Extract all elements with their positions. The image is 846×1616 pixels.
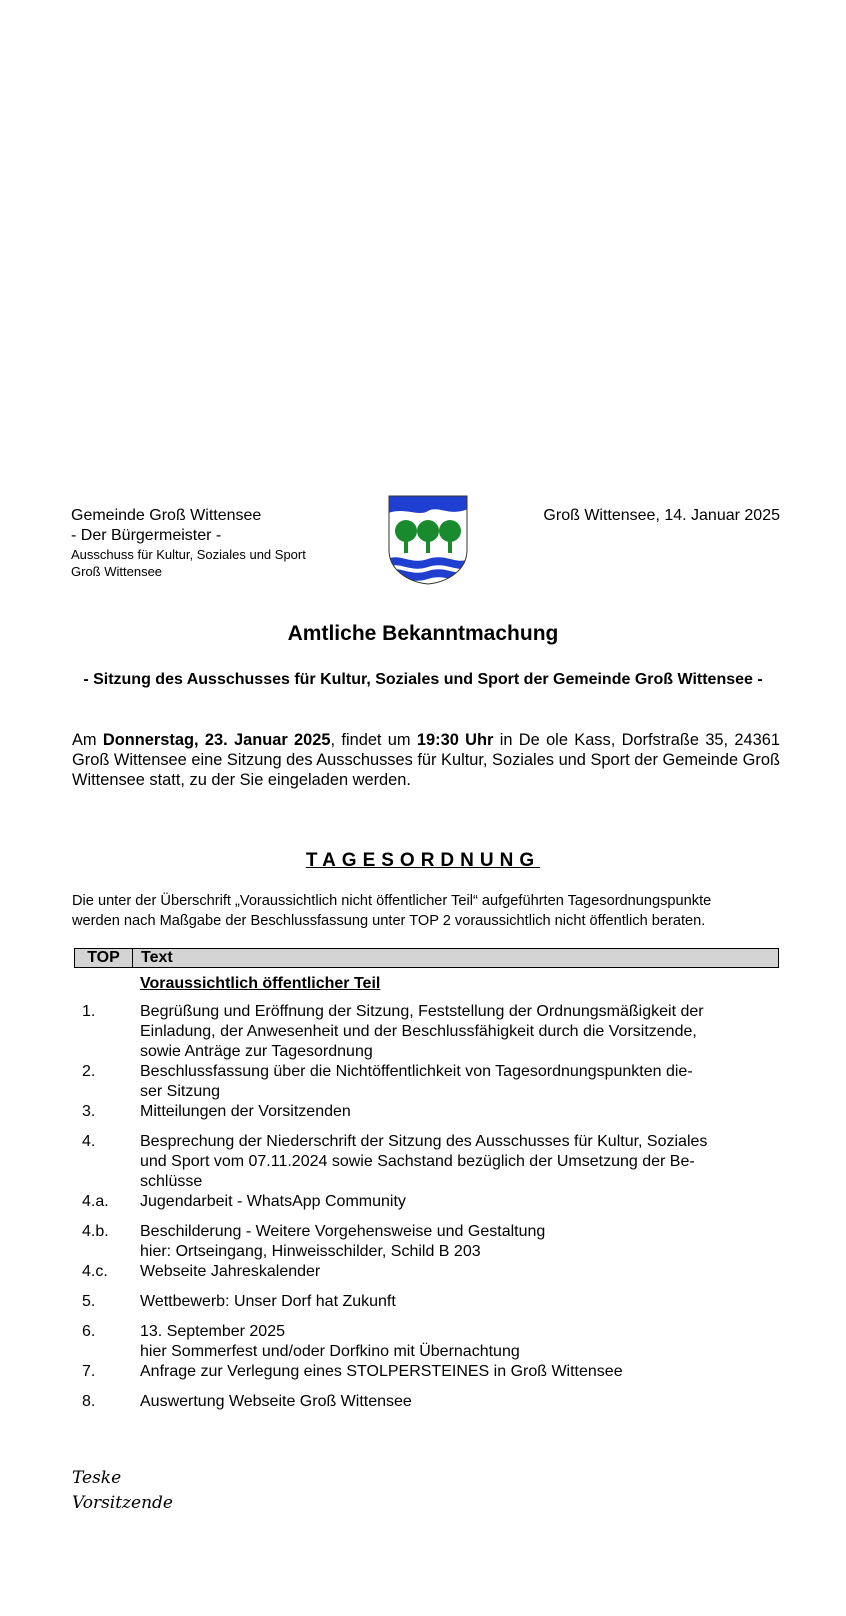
row-text: Begrüßung und Eröffnung der Sitzung, Feststellung der Ordnungsmäßigkeit der Einladung, der Anwesenheit und der Beschlussfähigkeit durch die Vorsitzende, sowie Anträge zur Tagesordnung [140,1003,704,1060]
row-text: Anfrage zur Verlegung eines STOLPERSTEINES in Groß Wittensee [140,1363,623,1380]
column-header-text: Text [141,949,173,966]
intro-paragraph [72,730,780,790]
row-number: 4. [82,1133,96,1150]
table-row [74,1062,774,1102]
meeting-time: 19:30 Uhr [416,731,494,749]
row-number: 8. [82,1393,96,1410]
row-text: 13. September 2025 hier Sommerfest und/oder Dorfkino mit Übernachtung [140,1323,520,1360]
column-header-top: TOP [75,949,133,967]
agenda-heading [0,850,846,872]
row-number: 1. [82,1003,96,1020]
row-text: Mitteilungen der Vorsitzenden [140,1103,351,1120]
section-heading-public: Voraussichtlich öffentlicher Teil [140,975,381,992]
row-text: Jugendarbeit - WhatsApp Community [140,1193,406,1210]
coat-of-arms-icon [388,495,468,585]
row-text: Beschilderung - Weitere Vorgehensweise und Gestaltung hier: Ortseingang, Hinweisschilder, Schild B 203 [140,1223,546,1260]
row-number: 6. [82,1323,96,1340]
mayor-line: - Der Bürgermeister - [71,527,222,544]
table-row [74,1132,774,1192]
committee-name: Ausschuss für Kultur, Soziales und Sport [71,547,306,562]
signature-name: Teske [72,1468,122,1488]
agenda-notice [72,891,792,931]
agenda-table-header [74,948,779,968]
signature-block [72,1466,173,1516]
row-text: Wettbewerb: Unser Dorf hat Zukunft [140,1293,396,1310]
table-row [74,1222,774,1262]
page-title: Amtliche Bekanntmachung [287,622,559,645]
committee-town: Groß Wittensee [71,564,163,579]
sender-block [71,506,371,580]
intro-text-1: Am [72,731,103,749]
table-row [74,1322,774,1362]
notice-line-1: Die unter der Überschrift „Voraussichtlich nicht öffentlicher Teil“ aufgeführten Tagesordnungspunkte [72,893,712,909]
page-subtitle: - Sitzung des Ausschusses für Kultur, Soziales und Sport der Gemeinde Groß Wittensee - [83,671,763,688]
place-date: Groß Wittensee, 14. Januar 2025 [543,507,780,524]
row-number: 4.c. [82,1263,108,1280]
intro-text-3: in De ole Kass, Dorfstraße 35, 24361 Groß Wittensee eine Sitzung des Ausschusses für Kultur, Soziales und Sport der Gemeinde Groß Wittensee statt, zu der Sie eingeladen werden. [72,731,781,789]
row-number: 3. [82,1103,96,1120]
row-number: 4.a. [82,1193,109,1210]
row-text: Besprechung der Niederschrift der Sitzung des Ausschusses für Kultur, Soziales und Sport vom 07.11.2024 sowie Sachstand bezüglich der Umsetzung der Be- schlüsse [140,1133,708,1190]
table-row [74,1002,774,1062]
row-text: Auswertung Webseite Groß Wittensee [140,1393,412,1410]
meeting-date: Donnerstag, 23. Januar 2025 [102,731,331,749]
notice-line-2: werden nach Maßgabe der Beschlussfassung unter TOP 2 voraussichtlich nicht öffentlich beraten. [72,913,706,929]
row-number: 2. [82,1063,96,1080]
municipality-name: Gemeinde Groß Wittensee [71,507,262,524]
row-text: Webseite Jahreskalender [140,1263,321,1280]
agenda-heading-text: TAGESORDNUNG [305,850,541,871]
intro-text-2: , findet um [330,731,417,749]
row-number: 4.b. [82,1223,109,1240]
row-number: 5. [82,1293,96,1310]
row-number: 7. [82,1363,96,1380]
signature-role: Vorsitzende [72,1493,173,1513]
row-text: Beschlussfassung über die Nichtöffentlichkeit von Tagesordnungspunkten die- ser Sitzung [140,1063,693,1100]
